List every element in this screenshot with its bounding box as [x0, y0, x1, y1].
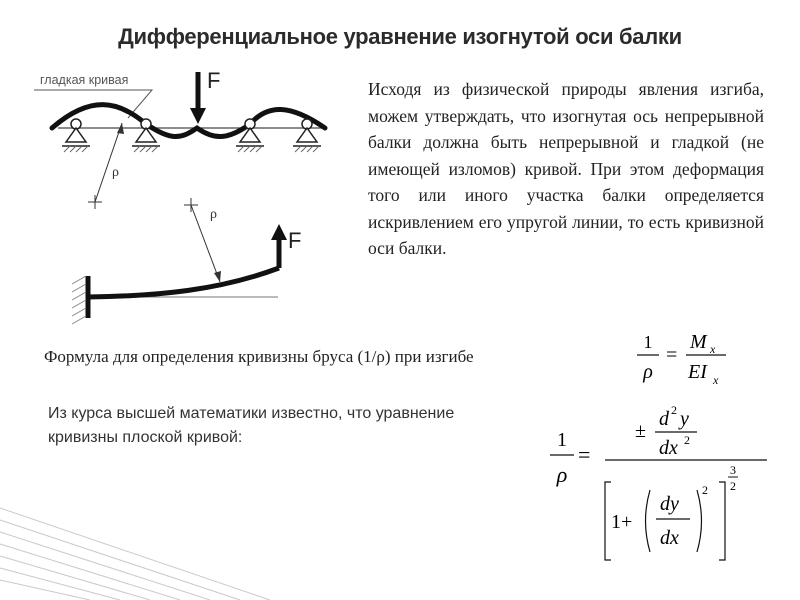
f1-equals: =	[666, 344, 678, 366]
beam-figure	[0, 60, 360, 330]
f2-outer-exp-num: 3	[730, 463, 736, 477]
f2-outer-exp-den: 2	[730, 479, 736, 493]
f2-dy: dy	[660, 493, 679, 515]
f1-lhs-den: ρ	[643, 361, 653, 383]
rho-label-cantilever: ρ	[210, 207, 217, 222]
support-2	[132, 119, 160, 152]
f2-lhs-num: 1	[557, 429, 567, 451]
math-intro-text: Из курса высшей математики известно, что уравнение кривизны плоской кривой:	[48, 405, 455, 446]
support-3	[236, 119, 264, 152]
curvature-formula	[632, 326, 752, 390]
deflected-curve	[52, 105, 325, 137]
f1-lhs-num: 1	[643, 332, 653, 352]
cantilever-curve	[88, 268, 279, 297]
f2-dx2-exp: 2	[684, 433, 690, 447]
f1-rhs-num: M	[690, 331, 707, 353]
f2-inner-exp: 2	[702, 483, 708, 497]
f2-d2y-d: d	[659, 408, 669, 430]
support-1	[62, 119, 90, 152]
slide-title: Дифференциальное уравнение изогнутой оси балки	[118, 24, 682, 49]
f2-dx: dx	[660, 527, 679, 549]
force-arrow-top	[190, 72, 206, 124]
f2-d2y-exp: 2	[671, 403, 677, 417]
f2-d2y-y: y	[680, 408, 689, 430]
f2-one-plus: 1+	[611, 511, 633, 533]
decorative-stripes	[0, 500, 800, 600]
f2-pm: ±	[635, 420, 646, 442]
f1-rhs-num-sub: x	[710, 342, 716, 356]
rho-label-top: ρ	[112, 165, 119, 180]
formula-label: Формула для определения кривизны бруса (1/ρ) при изгибе	[44, 347, 474, 366]
explanation-paragraph: Исходя из физической природы явления изгиба, можем утверждать, что изогнутая ось непрерывной балки должна быть непрерывной и гладкой (не имеющей изломов) кривой. При этом деформация того или иного участка балки определяется искривлением его упругой линии, то есть кривизной оси балки.	[368, 79, 764, 258]
cantilever-wall	[72, 276, 88, 324]
f1-rhs-den: EI	[688, 361, 707, 383]
f1-rhs-den-sub: x	[713, 373, 719, 387]
f2-dx2-dx: dx	[659, 437, 678, 459]
smooth-curve-label: гладкая кривая	[40, 73, 129, 87]
force-label-top: F	[207, 68, 221, 93]
force-arrow-cantilever	[271, 224, 287, 268]
force-label-cantilever: F	[288, 228, 302, 253]
f2-equals: =	[578, 442, 591, 467]
f2-lhs-den: ρ	[556, 462, 568, 487]
